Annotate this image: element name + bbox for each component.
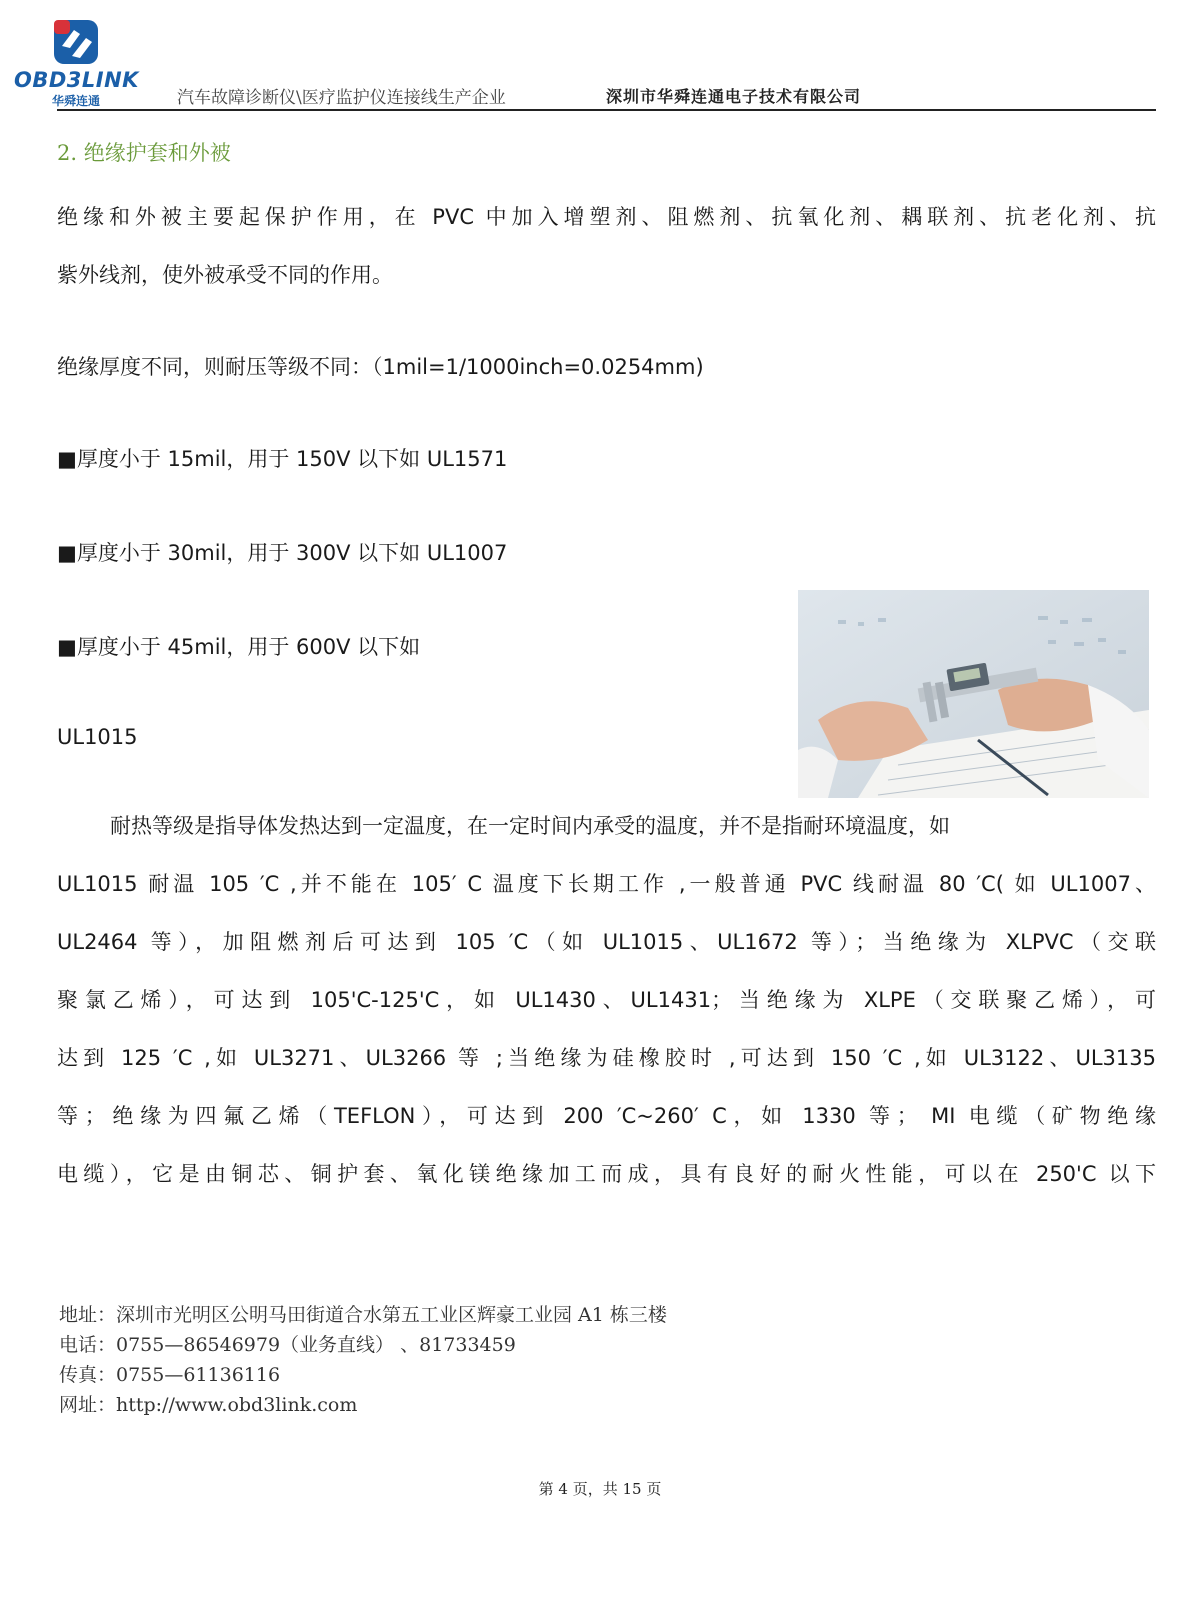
logo-subtitle: 华舜连通 <box>51 94 100 108</box>
bullet-item: ■厚度小于 15mil，用于 150V 以下如 UL1571 <box>57 447 508 471</box>
heat-paragraph-line: 电缆），它是由铜芯、铜护套、氧化镁绝缘加工而成，具有良好的耐火性能，可以在 250'C 以下 <box>57 1162 1156 1186</box>
section-title: 2. 绝缘护套和外被 <box>57 141 231 165</box>
hands-link-logo-icon <box>50 16 102 68</box>
header-company-name: 深圳市华舜连通电子技术有限公司 <box>606 87 862 106</box>
header-tagline: 汽车故障诊断仪\医疗监护仪连接线生产企业 <box>177 88 506 108</box>
intro-line-2: 紫外线剂，使外被承受不同的作用。 <box>57 263 393 287</box>
logo-wordmark: OBD3LINK <box>14 68 139 92</box>
bullet-item: ■厚度小于 30mil，用于 300V 以下如 UL1007 <box>57 541 508 565</box>
bullet-item-continued: UL1015 <box>57 725 138 749</box>
page-number: 第 4 页，共 15 页 <box>538 1480 662 1498</box>
footer-phone: 电话：0755—86546979（业务直线） 、81733459 <box>59 1334 516 1356</box>
footer-website: 网址：http://www.obd3link.com <box>59 1394 358 1416</box>
heat-paragraph-line: UL1015 耐温 105 ′C ,并不能在 105′ C 温度下长期工作 ,一般普通 PVC 线耐温 80 ′C( 如 UL1007、 <box>57 872 1156 896</box>
bullet-item: ■厚度小于 45mil，用于 600V 以下如 <box>57 635 421 659</box>
company-logo <box>14 16 138 108</box>
heat-paragraph-line: UL2464 等），加阻燃剂后可达到 105 ′C（如 UL1015、UL1672 等）；当绝缘为 XLPVC（交联 <box>57 930 1156 954</box>
heat-paragraph-line: 耐热等级是指导体发热达到一定温度，在一定时间内承受的温度，并不是指耐环境温度，如 <box>110 814 950 838</box>
heat-paragraph-line: 等；绝缘为四氟乙烯（TEFLON），可达到 200 ′C~260′ C，如 1330 等； MI 电缆（矿物绝缘 <box>57 1104 1156 1128</box>
heat-paragraph-line: 达到 125 ′C ,如 UL3271、UL3266 等 ;当绝缘为硅橡胶时 ,可达到 150 ′C ,如 UL3122、UL3135 <box>57 1046 1156 1070</box>
page-header <box>0 0 1200 112</box>
footer-address: 地址：深圳市光明区公明马田街道合水第五工业区辉豪工业园 A1 栋三楼 <box>59 1304 667 1326</box>
intro-line-1: 绝缘和外被主要起保护作用，在 PVC 中加入增塑剂、阻燃剂、抗氧化剂、耦联剂、抗老化剂、抗 <box>57 205 1156 229</box>
heat-paragraph-line: 聚氯乙烯），可达到 105'C-125'C，如 UL1430、UL1431；当绝缘为 XLPE（交联聚乙烯），可 <box>57 988 1156 1012</box>
header-divider <box>57 109 1156 111</box>
footer-fax: 传真：0755—61136116 <box>59 1364 281 1386</box>
caliper-measurement-photo <box>798 590 1149 798</box>
thickness-intro: 绝缘厚度不同，则耐压等级不同：（1mil=1/1000inch=0.0254mm) <box>57 355 704 379</box>
